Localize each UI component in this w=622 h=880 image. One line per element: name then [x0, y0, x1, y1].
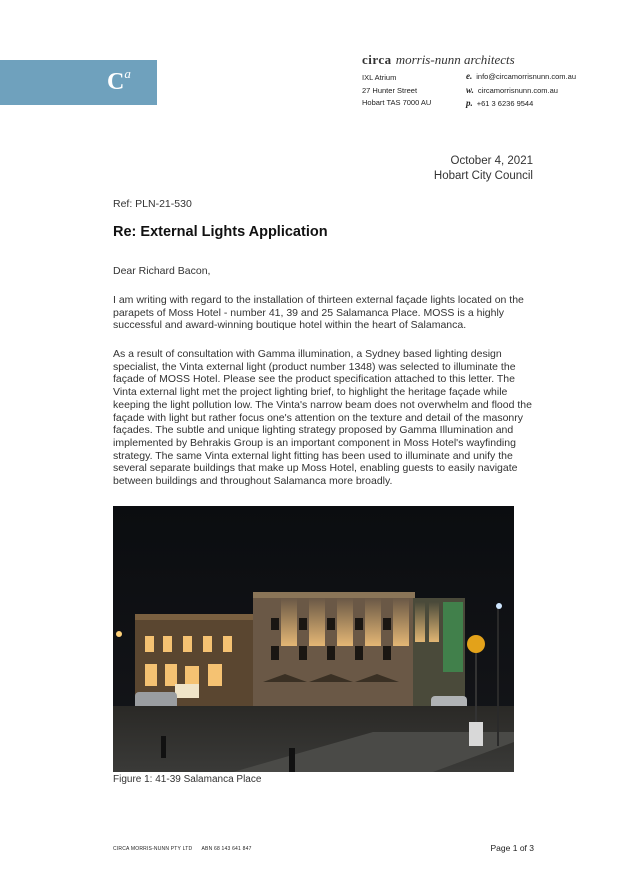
salutation: Dear Richard Bacon, — [113, 265, 211, 277]
body-paragraph: I am writing with regard to the installation of thirteen external façade lights located on the parapets of Moss Hotel - number 41, 39 and 25 Salamanca Place. MOSS is a highly successful and award-winning boutique hotel within the heart of Salamanca. — [113, 294, 524, 332]
letter-date-block — [434, 154, 533, 184]
page-number: Page 1 of 3 — [490, 843, 534, 853]
letter-subject: Re: External Lights Application — [113, 224, 328, 240]
logo — [0, 60, 157, 105]
contact-phone: p. +61 3 6236 9544 — [466, 98, 534, 108]
footer-company: CIRCA MORRIS-NUNN PTY LTD ABN 68 143 641 847 — [113, 846, 252, 852]
contact-email: e. info@circamorrisnunn.com.au — [466, 71, 576, 81]
night-building-illustration — [113, 506, 514, 772]
address-line: Hobart TAS 7000 AU — [362, 98, 432, 107]
firm-name-bold: circa — [362, 52, 392, 67]
letter-recipient: Hobart City Council — [433, 170, 533, 182]
contact-web: w. circamorrisnunn.com.au — [466, 84, 558, 95]
firm-address — [362, 72, 431, 110]
firm-name — [362, 52, 515, 68]
firm-contacts — [466, 70, 576, 111]
logo-mark: $C^a$ — [107, 66, 131, 95]
address-line: IXL Atrium — [362, 73, 397, 82]
address-line: 27 Hunter Street — [362, 85, 418, 95]
figure-photo — [113, 506, 514, 772]
figure-caption: Figure 1: 41-39 Salamanca Place — [113, 774, 262, 785]
reference-number: Ref: PLN-21-530 — [113, 198, 192, 210]
firm-name-italic: morris-nunn architects — [395, 52, 515, 67]
letter-date: October 4, 2021 — [450, 155, 533, 167]
body-paragraph: As a result of consultation with Gamma illumination, a Sydney based lighting design specialist, the Vinta external light (product number 1348) was selected to illuminate the façade of MOSS Hotel. Please see the product specification attached to this letter. The Vinta external light met the project lighting brief, to highlight the heritage façade while keeping the light pollution low. The Vinta's narrow beam does not overwhelm and flood the façade with light but rather focus one's attention on the texture and detail of the masonry façades. The subtle and unique lighting strategy proposed by Gamma Illumination and implemented by Behrakis Group is an important component in Moss Hotel's wayfinding strategy. The same Vinta external light fitting has been used to illuminate and unify the several separate buildings that make up Moss Hotel, enabling guests to easily navigate between buildings and throughout Salamanca more broadly. — [113, 348, 532, 488]
